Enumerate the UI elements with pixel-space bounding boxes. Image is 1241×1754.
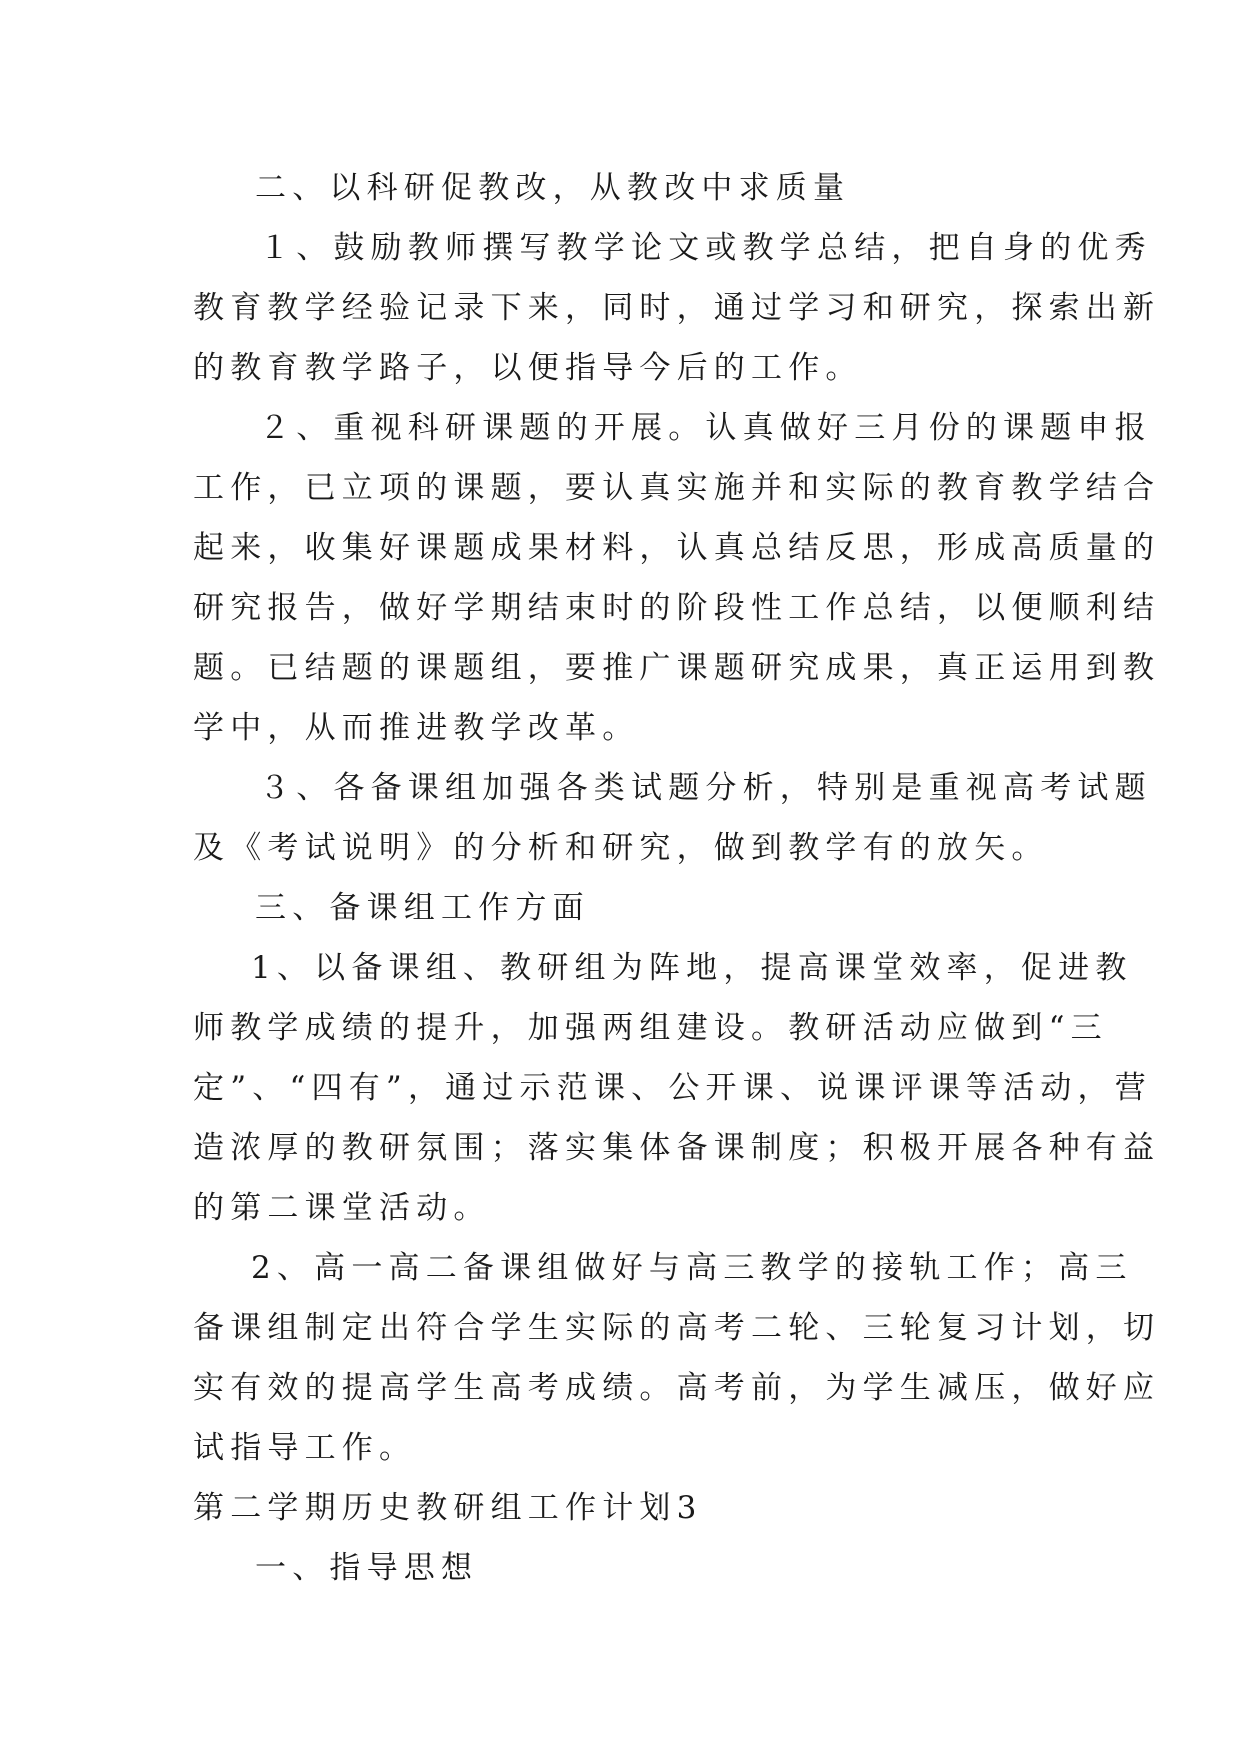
text-line: 造浓厚的教研氛围；落实集体备课制度；积极开展各种有益: [193, 1130, 1161, 1166]
text-line: 的第二课堂活动。: [193, 1190, 491, 1226]
text-line: 教育教学经验记录下来，同时，通过学习和研究，探索出新: [193, 290, 1161, 326]
text-line: 试指导工作。: [193, 1430, 417, 1466]
text-line: 及《考试说明》的分析和研究，做到教学有的放矢。: [193, 830, 1049, 866]
text-line: ３、各备课组加强各类试题分析，特别是重视高考试题: [259, 770, 1152, 806]
text-line: 备课组制定出符合学生实际的高考二轮、三轮复习计划，切: [193, 1310, 1161, 1346]
text-line: 学中，从而推进教学改革。: [193, 710, 640, 746]
text-line: 1、以备课组、教研组为阵地，提高课堂效率，促进教: [251, 950, 1133, 986]
section-heading-1: 一、指导思想: [255, 1550, 479, 1586]
text-line: 的教育教学路子，以便指导今后的工作。: [193, 350, 863, 386]
document-title: 第二学期历史教研组工作计划3: [193, 1490, 703, 1526]
paragraph-research-1: [193, 218, 1161, 398]
text-line: 研究报告，做好学期结束时的阶段性工作总结，以便顺利结: [193, 590, 1161, 626]
paragraph-group-1: [193, 938, 1161, 1238]
text-line: 实有效的提高学生高考成绩。高考前，为学生减压，做好应: [193, 1370, 1161, 1406]
text-line: ２、重视科研课题的开展。认真做好三月份的课题申报: [259, 410, 1152, 446]
text-line: 定”、“四有”，通过示范课、公开课、说课评课等活动，营: [193, 1070, 1152, 1106]
paragraph-research-3: [193, 758, 1152, 878]
text-line: 题。已结题的课题组，要推广课题研究成果，真正运用到教: [193, 650, 1161, 686]
text-line: １、鼓励教师撰写教学论文或教学总结，把自身的优秀: [259, 230, 1152, 266]
text-line: 工作，已立项的课题，要认真实施并和实际的教育教学结合: [193, 470, 1161, 506]
section-heading-2: 二、以科研促教改，从教改中求质量: [255, 170, 851, 206]
text-line: 2、高一高二备课组做好与高三教学的接轨工作；高三: [251, 1250, 1133, 1286]
document-page: [193, 158, 1161, 1598]
text-line: 师教学成绩的提升，加强两组建设。教研活动应做到“三: [193, 1010, 1108, 1046]
paragraph-group-2: [193, 1238, 1161, 1478]
paragraph-research-2: [193, 398, 1161, 758]
section-heading-3: 三、备课组工作方面: [255, 890, 590, 926]
text-line: 起来，收集好课题成果材料，认真总结反思，形成高质量的: [193, 530, 1161, 566]
